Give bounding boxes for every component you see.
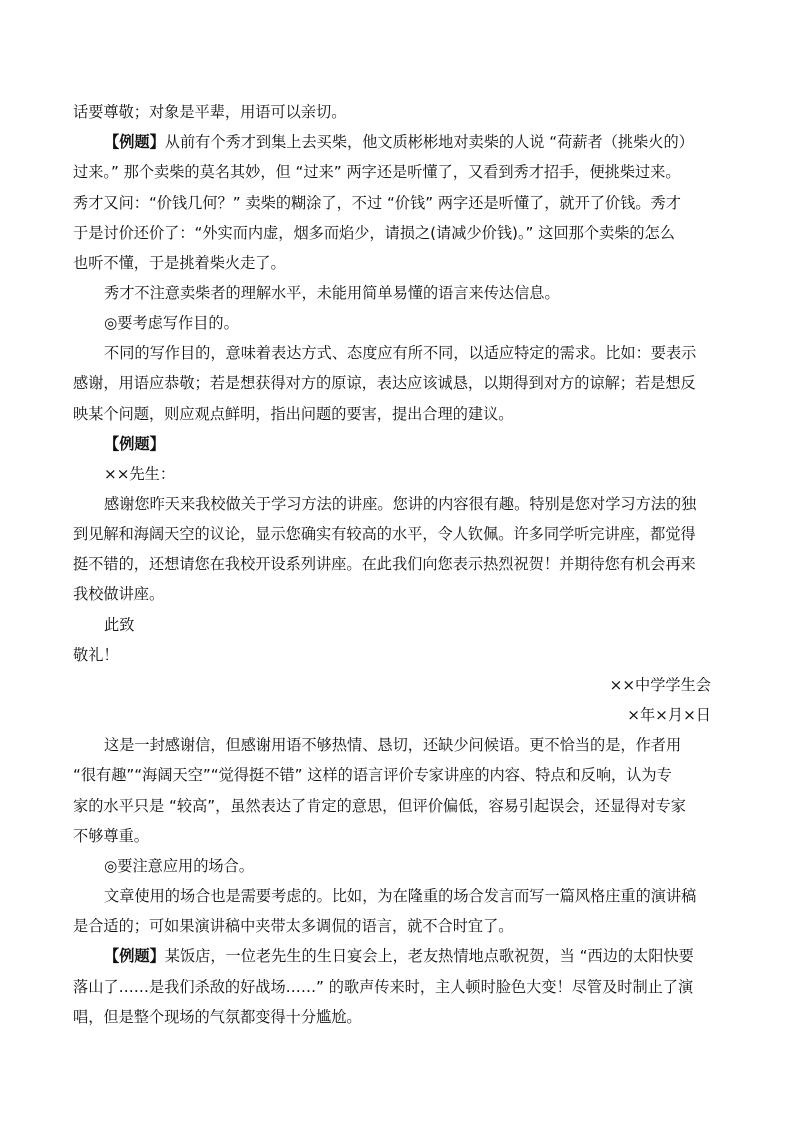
section-heading: ◎要注意应用的场合。: [104, 857, 254, 875]
text-line: “很有趣”“海阔天空”“觉得挺不错” 这样的语言评价专家讲座的内容、特点和反响，认为专: [73, 766, 672, 784]
text-line: 过来。” 那个卖柴的莫名其妙，但 “过来” 两字还是听懂了，又看到秀才招手，便挑柴过来。: [73, 163, 681, 181]
example-heading-line: 【例题】某饭店，一位老先生的生日宴会上，老友热情地点歌祝贺，当 “西边的太阳快要: [104, 947, 694, 965]
text-line: 感谢您昨天来我校做关于学习方法的讲座。您讲的内容很有趣。特别是您对学习方法的独: [104, 495, 697, 513]
text-line: 秀才不注意卖柴者的理解水平，未能用简单易懂的语言来传达信息。: [104, 284, 560, 302]
letter-date: ×年×月×日: [627, 706, 711, 724]
text-line: 我校做讲座。: [73, 585, 165, 603]
text-line: 话要尊敬；对象是平辈，用语可以亲切。: [73, 103, 347, 121]
text-line: 文章使用的场合也是需要考虑的。比如，为在隆重的场合发言而写一篇风格庄重的演讲稿: [104, 887, 697, 905]
example-heading-line: 【例题】从前有个秀才到集上去买柴，他文质彬彬地对卖柴的人说 “荷薪者（挑柴火的）: [104, 133, 694, 151]
text-line: 不同的写作目的，意味着表达方式、态度应有所不同，以适应特定的需求。比如：要表示: [104, 344, 697, 362]
text-line: 唱，但是整个现场的气氛都变得十分尴尬。: [73, 1008, 362, 1026]
example-label: 【例题】: [104, 133, 165, 151]
text-line: 家的水平只是 “较高”，虽然表达了肯定的意思，但评价偏低，容易引起误会，还显得对专家: [73, 797, 686, 815]
example-label: 【例题】: [104, 435, 165, 453]
text-line: 秀才又问：“价钱几何？” 卖柴的糊涂了，不过 “价钱” 两字还是听懂了，就开了价钱。秀才: [73, 194, 681, 212]
letter-signature: ××中学学生会: [609, 676, 711, 694]
text-line: 挺不错的，还想请您在我校开设系列讲座。在此我们向您表示热烈祝贺！并期待您有机会再来: [73, 555, 696, 573]
text-line: 这是一封感谢信，但感谢用语不够热情、恳切，还缺少问候语。更不恰当的是，作者用: [104, 736, 682, 754]
text-line: 到见解和海阔天空的议论，显示您确实有较高的水平，令人钦佩。许多同学听完讲座，都觉得: [73, 525, 696, 543]
section-heading: ◎要考虑写作目的。: [104, 314, 239, 332]
example-label: 【例题】: [104, 947, 165, 965]
letter-closing: 此致: [104, 616, 135, 634]
text-line: 也听不懂，于是挑着柴火走了。: [73, 254, 286, 272]
text-line: 感谢，用语应恭敬；若是想获得对方的原谅，表达应该诚恳，以期得到对方的谅解；若是想反: [73, 374, 696, 392]
text-line: 落山了……是我们杀敌的好战场……” 的歌声传来时，主人顿时脸色大变！尽管及时制止了演: [73, 978, 694, 996]
letter-closing: 敬礼！: [73, 646, 119, 664]
letter-salutation: ××先生：: [104, 465, 176, 483]
text-line: 是合适的；可如果演讲稿中夹带太多调侃的语言，就不合时宜了。: [73, 917, 514, 935]
example-heading-line: [104, 433, 754, 455]
text-line: 于是讨价还价了：“外实而内虚，烟多而焰少，请损之(请减少价钱)。” 这回那个卖柴的怎么: [73, 224, 675, 242]
text-line: 不够尊重。: [73, 827, 149, 845]
text-line: 映某个问题，则应观点鲜明，指出问题的要害，提出合理的建议。: [73, 405, 514, 423]
